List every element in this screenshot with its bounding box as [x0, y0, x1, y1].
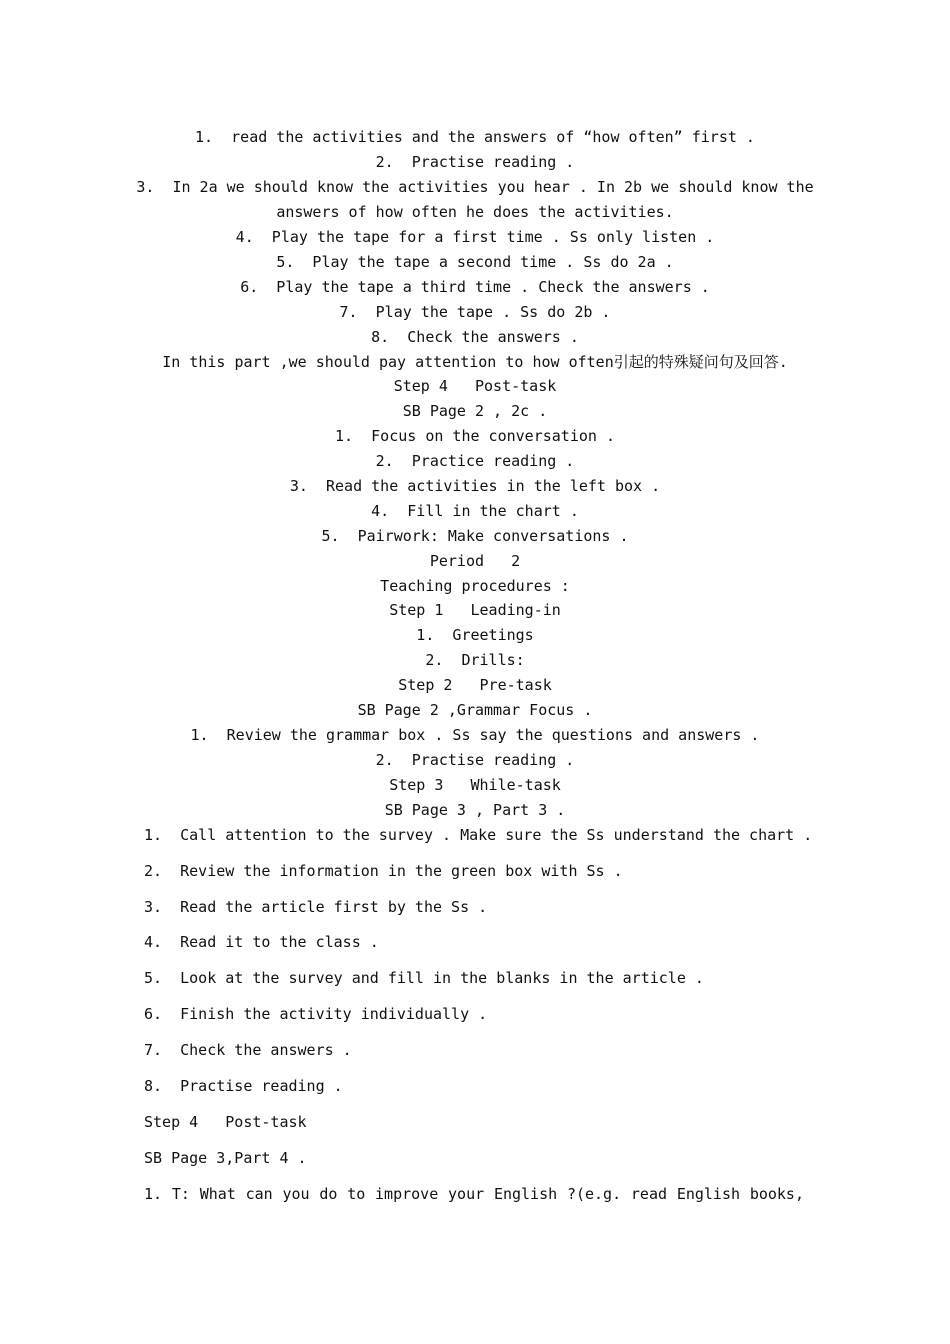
text-line: 2. Practice reading . [375, 452, 575, 470]
step-heading: Step 4 Post-task [144, 1113, 307, 1131]
text-line: SB Page 2 , 2c . [402, 402, 548, 420]
text-line: SB Page 3 , Part 3 . [384, 801, 566, 819]
text-line: 3. Read the activities in the left box . [289, 477, 661, 495]
word: your [448, 1185, 485, 1203]
word: English [676, 1185, 741, 1203]
text-line: 4. Play the tape for a first time . Ss only listen . [235, 228, 715, 246]
justified-text-line [144, 1185, 804, 1203]
word: can [245, 1185, 273, 1203]
text-line: 2. Drills: [425, 651, 525, 669]
text-line: 7. Play the tape . Ss do 2b . [339, 303, 611, 321]
text-line: 1. Focus on the conversation . [335, 427, 615, 445]
word: improve [375, 1185, 439, 1203]
word: read [630, 1185, 668, 1203]
text-line: 4. Read it to the class . [144, 933, 379, 951]
text-line: 1. Call attention to the survey . Make sure the Ss understand the chart . [144, 826, 813, 844]
word: you [282, 1185, 310, 1203]
word: What [199, 1185, 236, 1203]
word: ?(e.g. [566, 1185, 622, 1203]
text-line: In this part ,we should pay attention to how often引起的特殊疑问句及回答. [162, 353, 788, 371]
text-line: 5. Look at the survey and fill in the blanks in the article . [144, 969, 704, 987]
word: T: [171, 1185, 190, 1203]
text-line: 1. Greetings [416, 626, 534, 644]
step-heading: Step 1 Leading-in [389, 601, 561, 619]
text-line: SB Page 3,Part 4 . [144, 1149, 307, 1167]
text-line: 2. Review the information in the green box with Ss . [144, 862, 623, 880]
text-line: 1. read the activities and the answers of “how often” first . [195, 128, 755, 146]
step-heading: Step 2 Pre-task [398, 676, 552, 694]
text-line: Teaching procedures : [380, 577, 570, 595]
text-line: 3. In 2a we should know the activities you hear . In 2b we should know the [136, 178, 814, 196]
text-line: 5. Pairwork: Make conversations . [321, 527, 629, 545]
text-line: 2. Practise reading . [375, 153, 575, 171]
text-line: 2. Practise reading . [375, 751, 575, 769]
text-line: 7. Check the answers . [144, 1041, 352, 1059]
word: books, [749, 1185, 804, 1203]
text-line: answers of how often he does the activities. [276, 203, 674, 221]
period-heading: Period 2 [429, 552, 521, 570]
text-line: 5. Play the tape a second time . Ss do 2a . [276, 253, 674, 271]
text-line: SB Page 2 ,Grammar Focus . [357, 701, 593, 719]
step-heading: Step 3 While-task [389, 776, 561, 794]
text-line: 1. Review the grammar box . Ss say the questions and answers . [190, 726, 760, 744]
text-line: 8. Practise reading . [144, 1077, 343, 1095]
word: 1. [144, 1185, 163, 1203]
text-line: 6. Play the tape a third time . Check the answers . [240, 278, 710, 296]
text-line: 3. Read the article first by the Ss . [144, 898, 488, 916]
word: do [319, 1185, 338, 1203]
text-line: 8. Check the answers . [371, 328, 579, 346]
step-heading: Step 4 Post-task [393, 377, 557, 395]
text-line: 6. Finish the activity individually . [144, 1005, 488, 1023]
word: English [493, 1185, 558, 1203]
word: to [347, 1185, 366, 1203]
text-line: 4. Fill in the chart . [371, 502, 579, 520]
